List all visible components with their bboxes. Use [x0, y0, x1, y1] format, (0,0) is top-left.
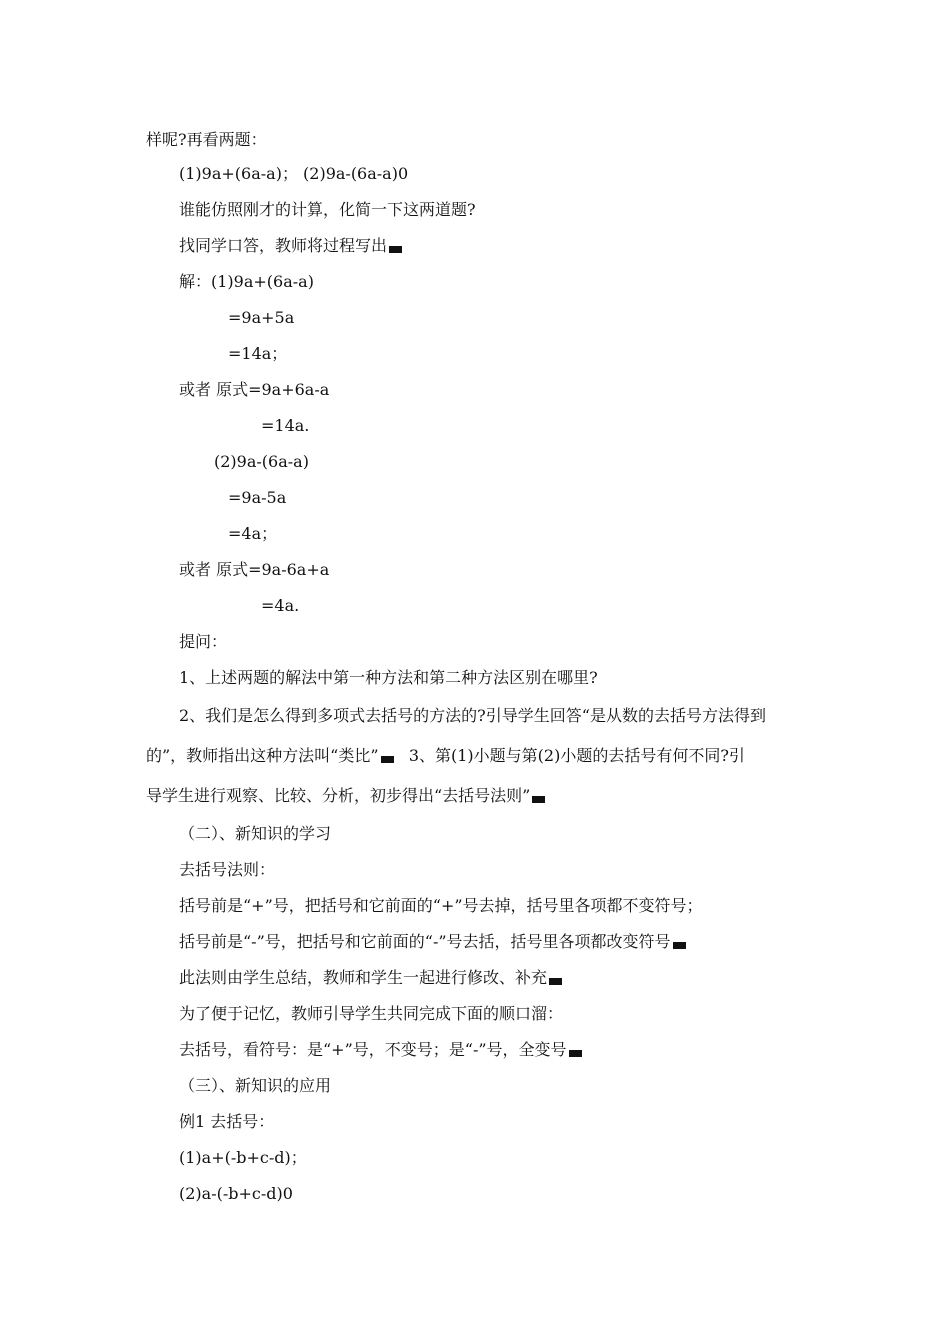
text-line: 提问： — [179, 632, 228, 651]
text-line: 去括号法则： — [179, 860, 276, 879]
section-heading: （二）、新知识的学习 — [179, 824, 332, 843]
text-line: 1、上述两题的解法中第一种方法和第二种方法区别在哪里? — [179, 668, 598, 687]
text-line: =4a； — [228, 524, 278, 543]
text-line: 此法则由学生总结，教师和学生一起进行修改、补充 — [179, 968, 562, 988]
text-line: 解：(1)9a+(6a-a) — [179, 272, 314, 291]
text-line: 2、我们是怎么得到多项式去括号的方法的?引导学生回答“是从数的去括号方法得到 — [179, 706, 766, 725]
block-mark-icon — [673, 942, 686, 949]
text-line: (2)9a-(6a-a) — [214, 452, 309, 471]
text-line: 或者 原式=9a+6a-a — [179, 380, 330, 399]
text-line: 的”，教师指出这种方法叫“类比” 3、第(1)小题与第(2)小题的去括号有何不同?引 — [146, 746, 745, 765]
text-line: 去括号，看符号：是“+”号，不变号；是“-”号，全变号 — [179, 1040, 582, 1060]
text-line: =9a+5a — [228, 308, 295, 327]
block-mark-icon — [389, 246, 402, 253]
text-line: 导学生进行观察、比较、分析，初步得出“去括号法则” — [146, 786, 545, 806]
block-mark-icon — [549, 978, 562, 985]
text-line: =4a. — [261, 596, 300, 615]
text-line: (2)a-(-b+c-d)0 — [179, 1184, 293, 1203]
text-line: (1)9a+(6a-a)； (2)9a-(6a-a)0 — [179, 164, 409, 183]
text-line: 或者 原式=9a-6a+a — [179, 560, 330, 579]
text-line: 谁能仿照刚才的计算，化简一下这两道题? — [179, 200, 476, 219]
text-line: =9a-5a — [228, 488, 287, 507]
text-line: 样呢?再看两题： — [146, 130, 267, 149]
block-mark-icon — [532, 796, 545, 803]
text-line: (1)a+(-b+c-d)； — [179, 1148, 307, 1167]
text-line: =14a. — [261, 416, 310, 435]
text-line: 括号前是“+”号，把括号和它前面的“+”号去掉，括号里各项都不变符号； — [179, 896, 703, 915]
text-line: 括号前是“-”号，把括号和它前面的“-”号去括，括号里各项都改变符号 — [179, 932, 686, 952]
text-line: 找同学口答，教师将过程写出 — [179, 236, 402, 256]
text-line: 为了便于记忆，教师引导学生共同完成下面的顺口溜： — [179, 1004, 564, 1023]
block-mark-icon — [569, 1050, 582, 1057]
text-line: 例1 去括号： — [179, 1112, 275, 1131]
block-mark-icon — [381, 756, 394, 763]
text-line: =14a； — [228, 344, 288, 363]
section-heading: （三）、新知识的应用 — [179, 1076, 332, 1095]
